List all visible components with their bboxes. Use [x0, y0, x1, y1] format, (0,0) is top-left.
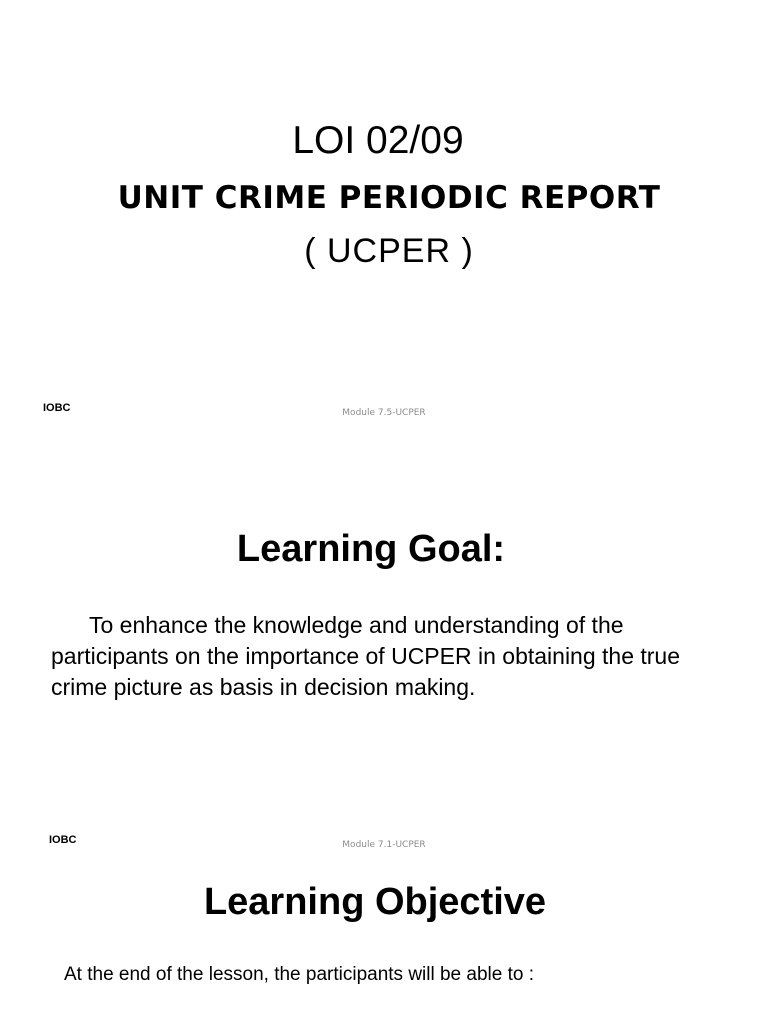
learning-goal-heading: Learning Goal:: [236, 528, 506, 570]
learning-goal-text: To enhance the knowledge and understanding of the participants on the importance of UCPER in obtaining the true crime picture as basis in decision making.: [51, 612, 681, 700]
document-title: LOI 02/09: [292, 119, 464, 162]
footer-module: Module 7.5-UCPER: [342, 408, 426, 418]
learning-objective-heading: Learning Objective: [203, 881, 547, 923]
footer-module: Module 7.1-UCPER: [342, 840, 426, 850]
report-acronym: ( UCPER ): [304, 232, 474, 270]
report-name: UNIT CRIME PERIODIC REPORT: [117, 180, 661, 216]
footer-organization: IOBC: [49, 834, 77, 846]
footer-organization: IOBC: [43, 402, 71, 414]
learning-objective-intro: At the end of the lesson, the participants will be able to :: [64, 964, 535, 985]
